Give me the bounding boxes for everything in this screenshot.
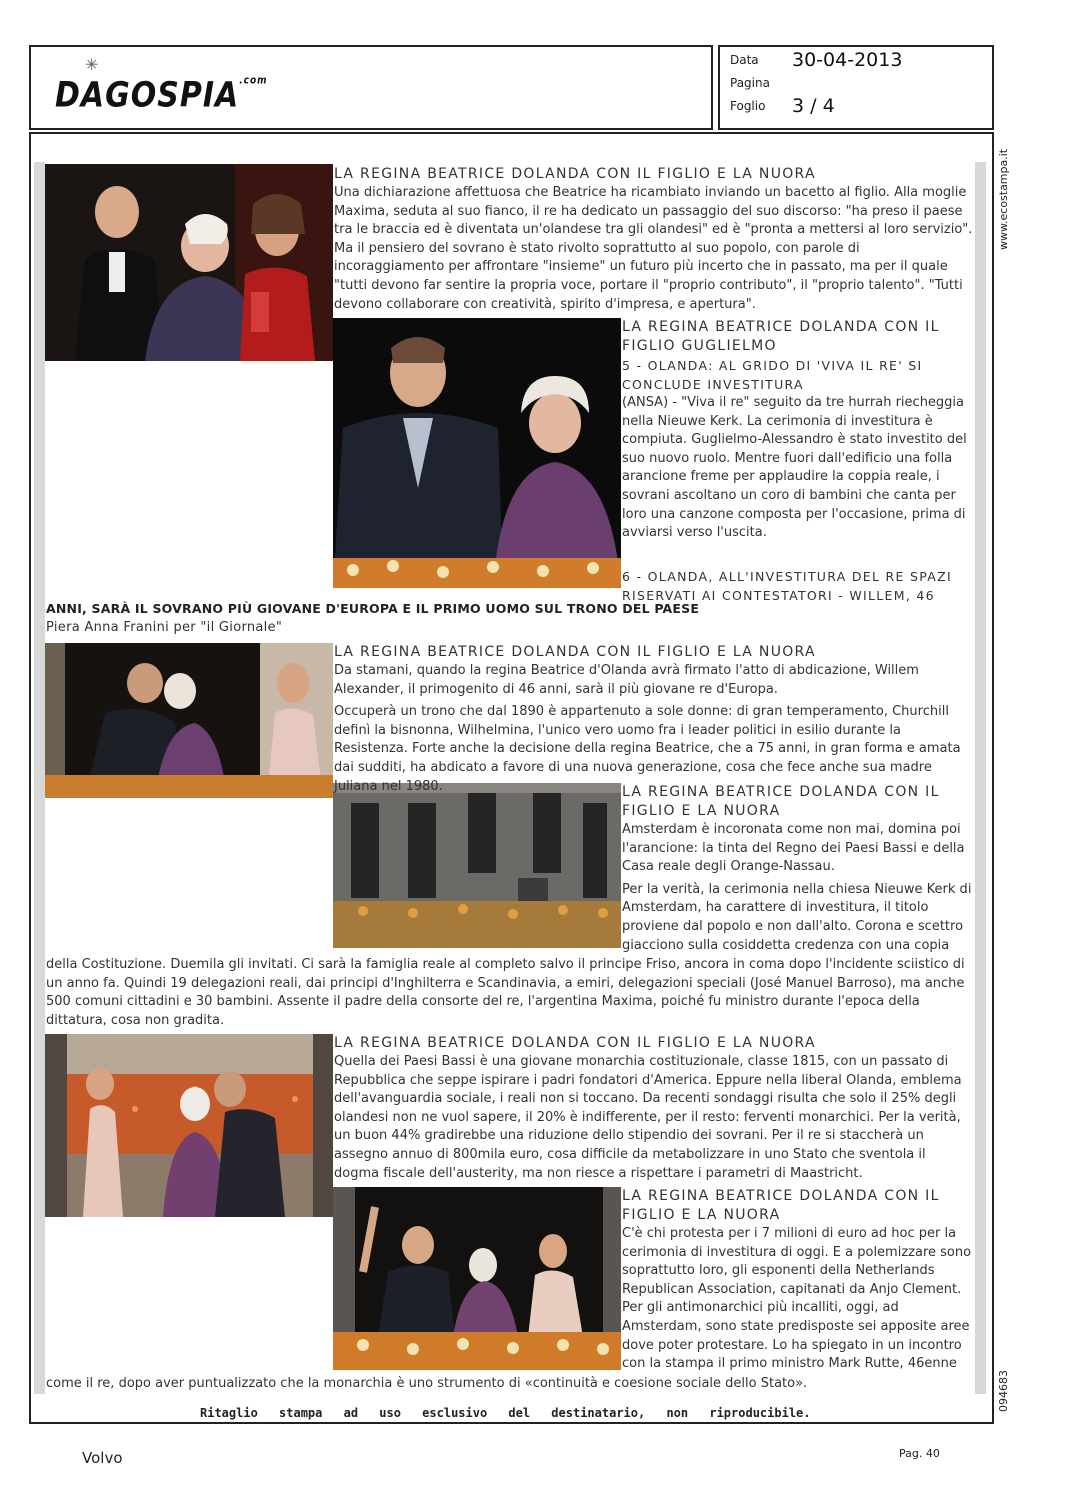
left-margin-bar xyxy=(34,162,45,1394)
section-2-subheading: 5 - OLANDA: AL GRIDO DI 'VIVA IL RE' SI CONCLUDE INVESTITURA xyxy=(622,358,923,392)
section-3-text2: Occuperà un trono che dal 1890 è appartenuto a sole donne: di gran temperamento, Churchill definì la bisnonna, Wilhelmina, l'unico vero uomo fra i leader politici in esilio durante la Resistenza. Forte anche la decisione della regina Beatrice, che a 75 anni, in gran forma e amata dai sudditi, ha abdicato a favore di una nuova generazione, cosa che fece anche sua madre Juliana nel 1980. xyxy=(334,704,961,794)
section-4-heading: LA REGINA BEATRICE DOLANDA CON IL FIGLIO E LA NUORA xyxy=(622,784,940,819)
client-name: Volvo xyxy=(82,1449,123,1467)
logo-spark-icon: ✳ xyxy=(85,55,99,74)
section-6-heading: LA REGINA BEATRICE DOLANDA CON IL FIGLIO E LA NUORA xyxy=(622,1188,940,1223)
section-4-text2: Per la verità, la cerimonia nella chiesa Nieuwe Kerk di Amsterdam, ha carattere di investitura, il titolo proviene dal popolo e non dall'alto. Corona e scettro giacciono sulla cosiddetta credenza con una copia xyxy=(622,881,972,953)
section-6-text2: come il re, dopo aver puntualizzato che la monarchia è uno strumento di «continuità e coesione sociale dello Stato». xyxy=(46,1376,808,1391)
section-5 xyxy=(334,1034,974,1183)
photo-king-and-beatrix xyxy=(333,318,621,588)
photo-palace-facade xyxy=(333,783,621,948)
reproduction-notice: Ritaglio stampa ad uso esclusivo del destinatario, non riproducibile. xyxy=(200,1406,811,1420)
side-code: 094683 xyxy=(997,1370,1010,1412)
section-1-heading: LA REGINA BEATRICE DOLANDA CON IL FIGLIO E LA NUORA xyxy=(334,166,816,182)
section-1 xyxy=(334,165,974,314)
logo: $DAGOSPIA^{.com}$ xyxy=(55,75,268,116)
section-2-heading: LA REGINA BEATRICE DOLANDA CON IL FIGLIO GUGLIELMO xyxy=(622,319,940,354)
foglio-label: Foglio xyxy=(730,99,766,113)
photo-royals-waving xyxy=(333,1187,621,1370)
photo-royal-family-balcony xyxy=(45,164,333,361)
author-line: Piera Anna Franini per "il Giornale" xyxy=(46,620,283,635)
section-4-text1: Amsterdam è incoronata come non mai, domina poi l'arancione: la tinta del Regno dei Paesi Bassi e della Casa reale degli Orange-Nassau. xyxy=(622,822,965,875)
pagina-label: Pagina xyxy=(730,76,770,90)
section-3-text1: Da stamani, quando la regina Beatrice d'Olanda avrà firmato l'atto di abdicazione, Willem Alexander, il primogenito di 46 anni, sarà il più giovane re d'Europa. xyxy=(334,663,919,697)
section-6 xyxy=(622,1187,974,1374)
section-4-continued xyxy=(46,956,974,1030)
section-2-text: (ANSA) - "Viva il re" seguito da tre hurrah riecheggia nella Nieuwe Kerk. La cerimonia di investitura è compiuta. Guglielmo-Alessandro è stato investito del suo nuovo ruolo. Mentre fuori dall'edificio una folla arancione freme per applaudire la coppia reale, i sovrani ascoltano un coro di bambini che canta per loro una canzone composta per l'occasione, prima di avviarsi verso l'uscita. xyxy=(622,395,967,541)
page-number: Pag. 40 xyxy=(899,1447,940,1460)
section-6-text: C'è chi protesta per i 7 milioni di euro ad hoc per la cerimonia di investitura di oggi. E a polemizzare sono soprattutto loro, gli esponenti della Netherlands Republican Association, capitanati da Anjo Clement. Per gli antimonarchici più incalliti, oggi, ad Amsterdam, sono state predisposte sei apposite aree dove poter protestare. Lo ha spiegato in un incontro con la stampa il primo ministro Mark Rutte, 46enne xyxy=(622,1226,972,1372)
section-3 xyxy=(334,643,974,796)
bold-headline: ANNI, SARÀ IL SOVRANO PIÙ GIOVANE D'EUROPA E IL PRIMO UOMO SUL TRONO DEL PAESE xyxy=(46,601,700,616)
foglio-value: 3 / 4 xyxy=(792,95,835,117)
section-2 xyxy=(622,318,974,605)
section-2-subheading2: 6 - OLANDA, ALL'INVESTITURA DEL RE SPAZI RISERVATI AI CONTESTATORI - WILLEM, 46 xyxy=(622,568,952,603)
data-value: 30-04-2013 xyxy=(792,49,903,71)
section-5-text: Quella dei Paesi Bassi è una giovane monarchia costituzionale, classe 1815, con un passato di Repubblica che seppe ispirare i padri fondatori d'America. Eppure nella liberal Olanda, emblema dell'avanguardia sociale, i reali non si toccano. Da recenti sondaggi risulta che solo il 25% degli olandesi non ne vuol sapere, il 20% è indifferente, per il resto: ferventi monarchici. Per la verità, un buon 44% gradirebbe una riduzione dello stipendio dei sovrani. Per il re si staccherà un assegno annuo di 800mila euro, cosa difficile da metabolizzare in uno Stato che sventola il dogma fiscale dell'austerity, ma non riesce a rispettare i parametri di Maastricht. xyxy=(334,1054,962,1181)
section-4 xyxy=(622,783,974,955)
photo-balcony-crowd-kiss xyxy=(45,1034,333,1217)
photo-kiss-on-balcony xyxy=(45,643,333,798)
side-url: www.ecostampa.it xyxy=(997,148,1010,250)
section-6-continued xyxy=(46,1375,974,1394)
section-5-heading: LA REGINA BEATRICE DOLANDA CON IL FIGLIO E LA NUORA xyxy=(334,1035,816,1051)
section-4-text3: della Costituzione. Duemila gli invitati. Ci sarà la famiglia reale al completo salvo il principe Friso, ancora in coma dopo l'incidente sciistico di un anno fa. Quindi 19 delegazioni reali, dai principi d'Inghilterra e Scandinavia, a emiri, delegazioni speciali (José Manuel Barroso), ma anche 500 comuni cittadini e 30 bambini. Assente il padre della consorte del re, l'argentina Maxima, poiché fu ministro durante l'epoca della dittatura, cosa non gradita. xyxy=(46,957,965,1028)
right-margin-bar xyxy=(975,162,986,1394)
section-1-text: Una dichiarazione affettuosa che Beatrice ha ricambiato inviando un bacetto al figlio. Alla moglie Maxima, seduta al suo fianco, il re ha dedicato un passaggio del suo discorso: "ha preso il paese tra le braccia ed è diventata un'olandese tra gli olandesi" ed è "pronta a mettersi al loro servizio". Ma il pensiero del sovrano è stato rivolto soprattutto al suo popolo, con parole di incoraggiamento per affrontare "insieme" un futuro più incerto che in passato, ma per il quale "tutti devono far sentire la propria voce, portare il "proprio contributo", il "proprio talento". "Tutti devono collaborare con creatività, spirito d'impresa, e apertura". xyxy=(334,185,973,312)
data-label: Data xyxy=(730,53,759,67)
section-3-heading: LA REGINA BEATRICE DOLANDA CON IL FIGLIO E LA NUORA xyxy=(334,644,816,660)
